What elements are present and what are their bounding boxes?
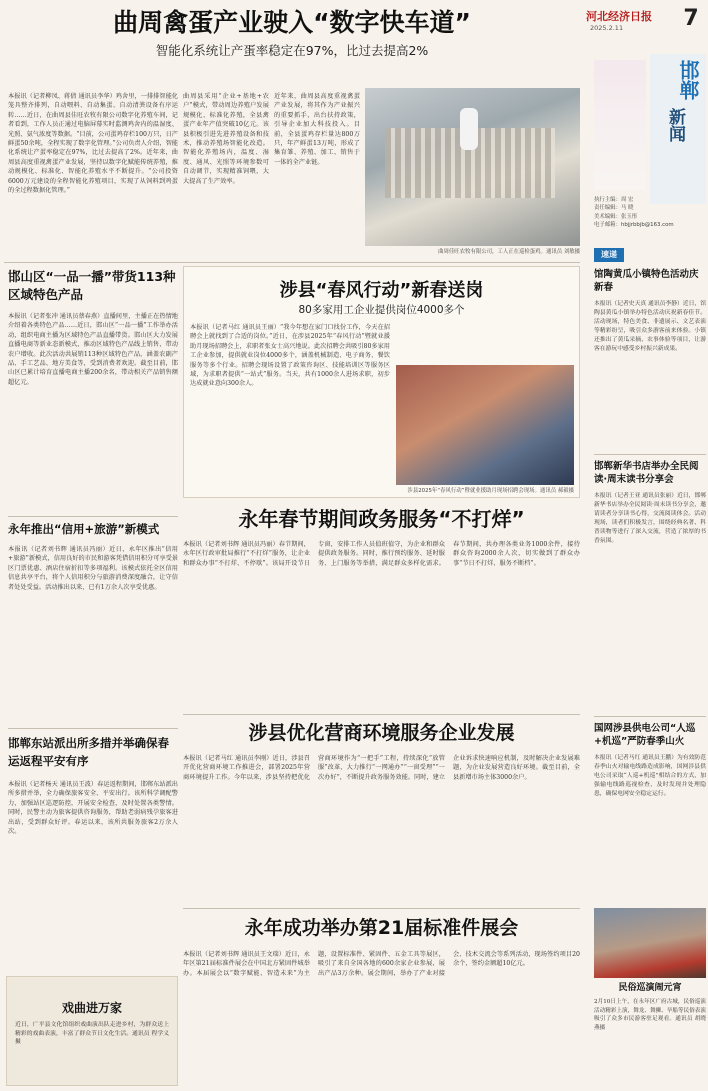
story1-headline: 曲周禽蛋产业驶入“数字快车道”	[113, 8, 471, 37]
story5-photo-caption: 涉县2025年“春风行动”暨就业援助月现场招聘会现场。通讯员 郝毅摄	[407, 488, 574, 494]
story1-photo	[365, 88, 580, 246]
brief1-headline: 馆陶黄瓜小镇特色活动庆新春	[594, 269, 699, 293]
divider	[8, 728, 178, 729]
divider	[4, 262, 580, 263]
divider	[594, 454, 706, 455]
story7-headline: 涉县优化营商环境服务企业发展	[248, 722, 515, 744]
divider	[594, 716, 706, 717]
masthead	[586, 4, 706, 50]
column-box	[6, 976, 178, 1086]
divider	[183, 714, 580, 715]
story5-body: 本报讯（记者马红 通讯员王丽）“我今年想在家门口找份工作，今天在招聘会上就找到了合适的岗位。”近日，在涉县2025年“春风行动”暨就业援助月现场招聘会上，求职者张女士高兴地说。此次招聘会共吸引80多家用工企业参加，提供就业岗位4000多个，涵盖机械制造、电子商务、餐饮服务等多个行业。招聘会现场设置了政策咨询区、技能培训区等服务区域，为求职者提供“一站式”服务。当天，共有1000余人进场求职，初步达成就业意向300余人。	[190, 324, 390, 388]
column-body: 近日，广平县文化馆组织戏曲演出队走进乡村，为群众送上精彩的戏曲表演，丰富了群众节日文化生活。通讯员 程学义摄	[15, 1022, 169, 1046]
story1-subhead: 智能化系统让产蛋率稳定在97%，比过去提高2%	[155, 43, 429, 58]
paper-name: 河北经济日报	[586, 10, 652, 23]
editor-info: 执行主编：周 宏 责任编辑：马 晓 美术编辑：张玉彤 电子邮箱：hbjjrbbjb@163.com	[594, 197, 674, 229]
story4-headline: 邯郸东站派出所多措并举确保春运返程平安有序	[8, 736, 169, 768]
sidebar-photo	[594, 60, 646, 190]
story2-headline: 邯山区“一品一播”带货113种区域特色产品	[8, 269, 176, 302]
story3-headline: 永年推出“信用+旅游”新模式	[8, 522, 160, 536]
story5-box	[183, 266, 580, 498]
brief3-headline: 国网涉县供电公司“人巡+机巡”严防春季山火	[594, 723, 696, 747]
brief4-photo	[594, 908, 706, 978]
story6-headline: 永年春节期间政务服务“不打烊”	[238, 507, 525, 531]
section-label	[650, 108, 706, 158]
brief4-body: 2月10日上午，在永年区广府古城，民俗巡演活动精彩上演，舞龙、舞狮、旱船等民俗表演吸引了众多市民游客驻足观看。通讯员 胡晓燕摄	[594, 999, 706, 1031]
story8-body: 本报讯（记者刘书辉 通讯员王文瑞）近日，永年区第21届标准件展会在中国北方紧固件城举办。本届展会以“数字赋能、智造未来”为主题，设置标准件、紧固件、五金工具等展区，吸引了来自全国各地的600余家企业参展，展出产品3万余种。展会期间，举办了产业对接会、技术交流会等系列活动，现场签约项目20余个，签约金额超10亿元。	[183, 951, 580, 977]
brief3-body: 本报讯（记者马红 通讯员王鹏）为有效防范春季山火对输电线路造成影响，国网涉县供电公司采取“人巡+机巡”相结合的方式，加强输电线路巡视检查，及时发现并处理隐患，确保电网安全稳定运行。	[594, 755, 706, 797]
divider	[8, 516, 178, 517]
story6-body: 本报讯（记者刘书辉 通讯员冯丽）春节期间，永年区行政审批局推行“不打烊”服务，让企业和群众办事“不打烊、不停歇”。该局开设节日专窗，安排工作人员值班值守，为企业和群众提供政务服务。同时，推行预约服务、延时服务、上门服务等举措，满足群众多样化需求。春节期间，共办理各类业务1000余件，接待群众咨询2000余人次，切实做到了群众办事“节日不打烊、服务不断档”。	[183, 541, 580, 567]
brief2-headline: 邯郸新华书店举办全民阅读·周末读书分享会	[594, 461, 699, 485]
story5-subhead: 80多家用工企业提供岗位4000多个	[298, 304, 465, 316]
story4-body: 本报讯（记者杨天 通讯员王波）春运返程期间，邯郸东站派出所多措并举，全力确保旅客安全、平安出行。该所科学调配警力，加强站区巡逻防控，开展安全检查，及时处置各类警情。同时，民警主动为旅客提供咨询服务，帮助老弱病残孕旅客进出站，受到群众好评。春运以来，该所共服务旅客2万余人次。	[8, 781, 178, 836]
story1-body-col2: 曲周县采用“企业+基地+农户”模式，带动周边养殖户发展规模化、标准化养殖，全县禽蛋产业年产值突破10亿元。该县积极引进先进养殖设备和技术，推动养殖场智能化改造。智能化养殖场内，温度、湿度、通风、光照等环境参数可自动调节，实现精准饲喂，大大提高了生产效率。	[183, 93, 269, 185]
story5-photo	[396, 365, 574, 485]
story1-body: 本报讯（记者柳凤、蒋倩 通讯员李华）鸡舍里，一排排智能化笼具整齐排列，自动喂料、自动集蛋、自动清粪设备有序运转……近日，在曲周县佳旺农牧有限公司数字化养殖车间，记者看到，工作人员正通过电脑屏幕实时监测鸡舍内的温湿度、光照、氨气浓度等数据。“目前，公司蛋鸡存栏100万只，日产鲜蛋50余吨，全程实现了数字化管理。”公司负责人介绍，智能化系统让产蛋率稳定在97%，比过去提高了2%。近年来，曲周县高度重视禽蛋产业发展，坚持以数字化赋能传统养殖，推动规模化、标准化、智能化养殖水平不断提升。“公司投资6000万元建设的全程智能化养殖项目，实现了从饲料到鸡蛋的全过程数据化管理。”	[8, 93, 178, 195]
story8-headline: 永年成功举办第21届标准件展会	[244, 917, 519, 939]
story1-body-col3: 近年来，曲周县高度重视禽蛋产业发展，将其作为产业振兴的重要抓手，出台扶持政策，引导企业加大科技投入。目前，全县蛋鸡存栏量达800万只，年产鲜蛋13万吨，形成了集育雏、养殖、加工、销售于一体的全产业链。	[274, 93, 360, 166]
brief2-body: 本报讯（记者王亚 通讯员张丽）近日，邯郸新华书店举办全民阅读·周末读书分享会，邀请读者分享读书心得，交流阅读体会。活动现场，读者们积极发言，围绕经典名著、科普读物等进行了深入交流，营造了浓厚的书香氛围。	[594, 493, 706, 544]
section-name: 新闻	[665, 108, 685, 142]
story1-headline-block	[4, 6, 580, 72]
story3-body: 本报讯（记者刘书辉 通讯员冯丽）近日，永年区推出“信用+旅游”新模式，信用良好的市民和游客凭借信用积分可享受景区门票优惠、酒店住宿折扣等多项福利。该模式依托全区信用信息共享平台，将个人信用积分与旅游消费深度融合，让守信者处处受益。活动推出以来，已有1万余人次享受优惠。	[8, 546, 178, 591]
divider	[183, 908, 580, 909]
page-number: 7	[683, 6, 699, 31]
column-headline: 戏曲进万家	[61, 1001, 122, 1015]
brief1-body: 本报讯（记者史天真 通讯员李静）近日，馆陶县黄瓜小镇举办特色活动庆祝新春佳节。活动现场，特色美食、非遗展示、文艺表演等精彩纷呈，吸引众多游客前来体验。小镇还推出了黄瓜采摘、农事体验等项目，让游客在游玩中感受乡村振兴新成果。	[594, 301, 706, 352]
story1-photo-caption: 曲周佳旺农牧有限公司，工人正在巡检蛋鸡。通讯员 刘敏摄	[438, 249, 580, 255]
brief4-headline: 民俗巡演闹元宵	[618, 983, 682, 993]
issue-date: 2025.2.11	[590, 24, 624, 32]
story7-body: 本报讯（记者马红 通讯员李刚）近日，涉县召开优化营商环境工作推进会，部署2025年营商环境提升工作。今年以来，涉县坚持把优化营商环境作为“一把手”工程，持续深化“放管服”改革，大力推行“一网通办”“一窗受理”“一次办好”，不断提升政务服务效能。同时，建立企业诉求快速响应机制，及时解决企业发展难题，为企业发展营造良好环境。截至目前，全县新增市场主体3000余户。	[183, 755, 580, 781]
region-name: 邯郸	[676, 60, 700, 100]
brief-tag: 速递	[594, 248, 624, 262]
story2-body: 本报讯（记者张冲 通讯员蔡春燕）直播间里，主播正在热情地介绍着各类特色产品……近日，邯山区“一品一播”工作举办活动，组织电商主播为区域特色产品直播带货。邯山区大力发展直播电商等新业态新模式，推动区域特色产品线上销售，带动农户增收。此次活动共展销113种区域特色产品，涵盖农副产品、手工艺品、地方美食等，受到消费者欢迎。截至目前，邯山区已累计培育直播电商主播200余名，带动相关产品销售额超亿元。	[8, 313, 178, 386]
story5-headline: 涉县“春风行动”新春送岗	[279, 280, 484, 301]
